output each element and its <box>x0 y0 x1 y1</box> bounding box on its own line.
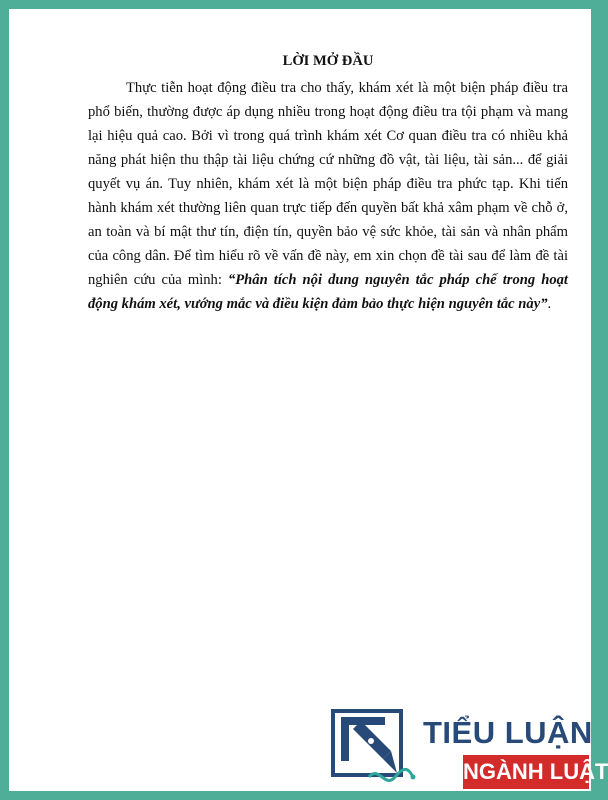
closing-punctuation: . <box>547 296 552 312</box>
logo-subtitle: NGÀNH LUẬT <box>463 755 589 789</box>
document-page <box>9 9 608 791</box>
pen-nib-icon <box>331 705 415 791</box>
logo-title: TIỂU LUẬN <box>423 715 593 750</box>
brand-logo <box>331 705 608 791</box>
paragraph-text: Thực tiễn hoạt động điều tra cho thấy, khám xét là một biện pháp điều tra phổ biến, thường được áp dụng nhiều trong hoạt động điều tra tội phạm và mang lại hiệu quả cao. Bởi vì trong quá trình khám xét Cơ quan điều tra có nhiều khả năng phát hiện thu thập tài liệu chứng cứ những đồ vật, tài liệu, tài sản... để giải quyết vụ án. Tuy nhiên, khám xét là một biện pháp điều tra phức tạp. Khi tiến hành khám xét thường liên quan trực tiếp đến quyền bất khả xâm phạm về chỗ ở, an toàn và bí mật thư tín, điện tín, quyền bảo vệ sức khỏe, tài sản và nhân phẩm của công dân. Để tìm hiểu rõ về vấn đề này, em xin chọn đề tài sau để làm đề tài nghiên cứu của mình: <box>88 80 568 288</box>
document-body <box>88 49 568 316</box>
thesis-topic: “Phân tích nội dung nguyên tắc pháp chế trong hoạt động khám xét, vướng mắc và điều kiện đảm bảo thực hiện nguyên tắc này” <box>88 272 568 312</box>
document-title: LỜI MỞ ĐẦU <box>282 53 374 69</box>
intro-paragraph <box>88 76 568 316</box>
